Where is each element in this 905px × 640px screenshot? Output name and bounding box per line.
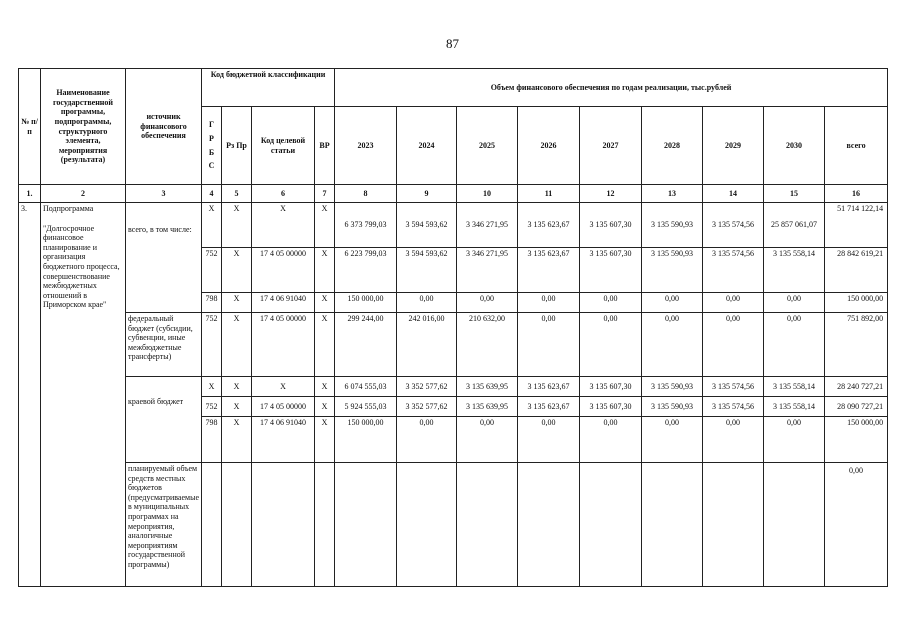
cell-value: 3 135 607,30: [580, 397, 642, 417]
cell-value: 0,00: [703, 417, 764, 463]
cell-value: 0,00: [518, 293, 580, 313]
column-number: 12: [580, 185, 642, 203]
cell-rzpr: X: [222, 417, 252, 463]
cell-value: 3 135 623,67: [518, 248, 580, 293]
header-col-volume: Объем финансового обеспечения по годам реализации, тыс.рублей: [335, 69, 888, 107]
cell-vr: X: [315, 417, 335, 463]
program-name-title: Подпрограмма: [43, 204, 94, 213]
cell-vr: X: [315, 293, 335, 313]
cell-grbs: 798: [202, 417, 222, 463]
cell-value: 3 135 558,14: [764, 397, 825, 417]
header-year: 2024: [397, 107, 457, 185]
cell-value: 3 135 574,56: [703, 203, 764, 248]
cell-grbs: 752: [202, 397, 222, 417]
header-col-num: № п/п: [19, 69, 41, 185]
cell-value: 3 346 271,95: [457, 203, 518, 248]
cell-kcs: X: [252, 377, 315, 397]
header-year: 2028: [642, 107, 703, 185]
cell-value: 3 594 593,62: [397, 248, 457, 293]
header-col-total: всего: [825, 107, 888, 185]
cell-value: 0,00: [642, 293, 703, 313]
header-year: 2026: [518, 107, 580, 185]
cell-value: 0,00: [642, 417, 703, 463]
cell-empty: [580, 463, 642, 587]
cell-value: 5 924 555,03: [335, 397, 397, 417]
header-col-kbk: Код бюджетной классификации: [202, 69, 335, 107]
cell-empty: [397, 463, 457, 587]
header-year: 2023: [335, 107, 397, 185]
cell-total: 28 240 727,21: [825, 377, 888, 397]
grbs-letter: С: [208, 161, 215, 171]
column-number: 1.: [19, 185, 41, 203]
column-number: 16: [825, 185, 888, 203]
cell-value: 150 000,00: [335, 417, 397, 463]
cell-value: 242 016,00: [397, 313, 457, 377]
cell-grbs: 752: [202, 248, 222, 293]
cell-value: 0,00: [397, 293, 457, 313]
cell-value: 0,00: [764, 417, 825, 463]
column-number: 13: [642, 185, 703, 203]
cell-value: 0,00: [457, 293, 518, 313]
cell-empty: [222, 463, 252, 587]
cell-empty: [518, 463, 580, 587]
column-number-row: [19, 185, 888, 203]
cell-value: 3 135 607,30: [580, 203, 642, 248]
cell-value: 210 632,00: [457, 313, 518, 377]
cell-value: 3 352 577,62: [397, 377, 457, 397]
cell-value: 0,00: [518, 313, 580, 377]
cell-value: 3 352 577,62: [397, 397, 457, 417]
cell-value: 3 135 590,93: [642, 397, 703, 417]
cell-kcs: X: [252, 203, 315, 248]
cell-grbs: 798: [202, 293, 222, 313]
cell-value: 3 135 574,56: [703, 377, 764, 397]
cell-vr: X: [315, 397, 335, 417]
cell-total: 51 714 122,14: [825, 203, 888, 248]
cell-kcs: 17 4 05 00000: [252, 248, 315, 293]
cell-empty: [703, 463, 764, 587]
cell-value: 3 135 639,95: [457, 397, 518, 417]
cell-value: 3 135 623,67: [518, 377, 580, 397]
column-number: 5: [222, 185, 252, 203]
financing-table: [18, 68, 888, 587]
header-year: 2029: [703, 107, 764, 185]
grbs-letter: Р: [209, 133, 214, 143]
column-number: 2: [41, 185, 126, 203]
cell-rzpr: X: [222, 203, 252, 248]
cell-empty: [202, 463, 222, 587]
cell-empty: [252, 463, 315, 587]
cell-kcs: 17 4 05 00000: [252, 313, 315, 377]
cell-value: 3 135 558,14: [764, 248, 825, 293]
header-year: 2025: [457, 107, 518, 185]
cell-value: 0,00: [703, 293, 764, 313]
cell-total: 150 000,00: [825, 293, 888, 313]
cell-value: 0,00: [764, 313, 825, 377]
table-row: [19, 463, 888, 587]
header-col-source: источник финансового обеспечения: [126, 69, 202, 185]
header-col-rzpr: Рз Пр: [222, 107, 252, 185]
source-federal: федеральный бюджет (субсидии, субвенции, иные межбюджетные трансферты): [126, 313, 202, 377]
cell-empty: [457, 463, 518, 587]
cell-value: 3 135 639,95: [457, 377, 518, 397]
column-number: 10: [457, 185, 518, 203]
page-number: 87: [446, 36, 459, 51]
cell-total: 751 892,00: [825, 313, 888, 377]
cell-value: 0,00: [580, 313, 642, 377]
column-number: 14: [703, 185, 764, 203]
source-total: всего, в том числе:: [126, 203, 202, 313]
cell-value: 0,00: [764, 293, 825, 313]
cell-value: 150 000,00: [335, 293, 397, 313]
cell-vr: X: [315, 248, 335, 293]
grbs-letter: Б: [208, 147, 215, 157]
header-col-name: Наименование государственной программы, подпрограммы, структурного элемента, мероприятия (результата): [41, 69, 126, 185]
cell-value: 6 074 555,03: [335, 377, 397, 397]
cell-value: 3 135 574,56: [703, 248, 764, 293]
cell-value: 6 223 799,03: [335, 248, 397, 293]
cell-value: 3 135 607,30: [580, 248, 642, 293]
cell-kcs: 17 4 05 00000: [252, 397, 315, 417]
program-number: 3.: [19, 203, 41, 587]
cell-empty: [764, 463, 825, 587]
cell-value: 0,00: [580, 417, 642, 463]
column-number: 11: [518, 185, 580, 203]
cell-rzpr: X: [222, 313, 252, 377]
cell-total: 28 842 619,21: [825, 248, 888, 293]
cell-value: 3 135 607,30: [580, 377, 642, 397]
header-year: 2027: [580, 107, 642, 185]
cell-rzpr: X: [222, 377, 252, 397]
column-number: 3: [126, 185, 202, 203]
cell-value: 0,00: [518, 417, 580, 463]
cell-value: 6 373 799,03: [335, 203, 397, 248]
table-row: [19, 203, 888, 248]
cell-value: 3 594 593,62: [397, 203, 457, 248]
cell-empty: [642, 463, 703, 587]
table-row: [19, 313, 888, 377]
column-number: 7: [315, 185, 335, 203]
header-col-kcs: Код целевой статьи: [252, 107, 315, 185]
cell-total: 0,00: [825, 463, 888, 587]
cell-value: 0,00: [397, 417, 457, 463]
source-local: планируемый объем средств местных бюджетов (предусматриваемые в муниципальных программах на мероприятия, аналогичные мероприятиям государственной программы): [126, 463, 202, 587]
cell-value: 0,00: [642, 313, 703, 377]
cell-value: 3 135 574,56: [703, 397, 764, 417]
cell-grbs: X: [202, 377, 222, 397]
cell-value: 3 346 271,95: [457, 248, 518, 293]
column-number: 8: [335, 185, 397, 203]
cell-empty: [315, 463, 335, 587]
column-number: 15: [764, 185, 825, 203]
grbs-letter: Г: [208, 120, 215, 130]
cell-value: 3 135 590,93: [642, 377, 703, 397]
cell-vr: X: [315, 313, 335, 377]
source-regional: краевой бюджет: [126, 377, 202, 463]
table-row: [19, 377, 888, 397]
program-name: [41, 203, 126, 587]
column-number: 9: [397, 185, 457, 203]
cell-value: 3 135 590,93: [642, 248, 703, 293]
program-name-body: "Долгосрочное финансовое планирование и организация бюджетного процесса, совершенствование межбюджетных отношений в Приморском крае": [43, 223, 120, 310]
cell-value: 3 135 558,14: [764, 377, 825, 397]
cell-total: 150 000,00: [825, 417, 888, 463]
cell-value: 299 244,00: [335, 313, 397, 377]
cell-value: 0,00: [457, 417, 518, 463]
cell-vr: X: [315, 377, 335, 397]
column-number: 6: [252, 185, 315, 203]
cell-value: 0,00: [703, 313, 764, 377]
cell-value: 3 135 590,93: [642, 203, 703, 248]
cell-value: 25 857 061,07: [764, 203, 825, 248]
cell-rzpr: X: [222, 248, 252, 293]
cell-grbs: 752: [202, 313, 222, 377]
cell-empty: [335, 463, 397, 587]
cell-rzpr: X: [222, 293, 252, 313]
cell-kcs: 17 4 06 91040: [252, 293, 315, 313]
header-year: 2030: [764, 107, 825, 185]
header-row-1: [19, 69, 888, 107]
cell-value: 3 135 623,67: [518, 203, 580, 248]
cell-kcs: 17 4 06 91040: [252, 417, 315, 463]
cell-total: 28 090 727,21: [825, 397, 888, 417]
cell-grbs: X: [202, 203, 222, 248]
header-col-vr: ВР: [315, 107, 335, 185]
header-col-grbs: [202, 107, 222, 185]
cell-value: 3 135 623,67: [518, 397, 580, 417]
cell-rzpr: X: [222, 397, 252, 417]
column-number: 4: [202, 185, 222, 203]
cell-vr: X: [315, 203, 335, 248]
cell-value: 0,00: [580, 293, 642, 313]
